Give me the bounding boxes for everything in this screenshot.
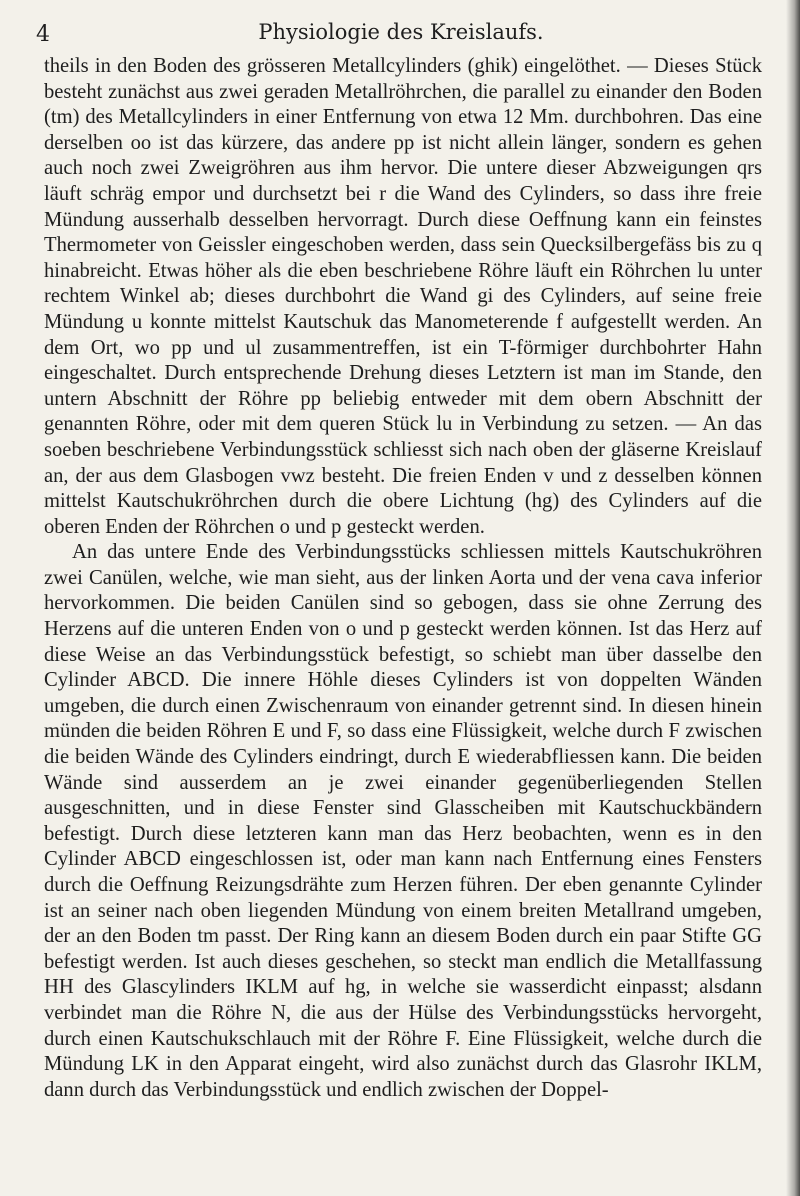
- page-header: [36, 10, 766, 50]
- paragraph-2: An das untere Ende des Verbindungsstücks schliessen mittels Kautschukröhren zwei Canülen, welche, wie man sieht, aus der linken Aorta und der vena cava inferior hervorkommen. Die beiden Canülen sind so gebogen, dass sie ohne Zerrung des Herzens auf die unteren Enden von o und p gesteckt werden können. Ist das Herz auf diese Weise an das Verbindungsstück befestigt, so schiebt man über dasselbe den Cylinder ABCD. Die innere Höhle dieses Cylinders ist von doppelten Wänden umgeben, die durch einen Zwischenraum von einander getrennt sind. In diesen hinein münden die beiden Röhren E und F, so dass eine Flüssigkeit, welche durch F zwischen die beiden Wände des Cylinders eindringt, durch E wiederabfliessen kann. Die beiden Wände sind ausserdem an je zwei einander gegenüberliegenden Stellen ausgeschnitten, und in diese Fenster sind Glasscheiben mit Kautschuckbändern befestigt. Durch diese letzteren kann man das Herz beobachten, wenn es in den Cylinder ABCD eingeschlossen ist, oder man kann nach Entfernung eines Fensters durch die Oeffnung Reizungsdrähte zum Herzen führen. Der eben genannte Cylinder ist an seiner nach oben liegenden Mündung von einem breiten Metallrand umgeben, der an den Boden tm passt. Der Ring kann an diesem Boden durch ein paar Stifte GG befestigt werden. Ist auch dieses geschehen, so steckt man endlich die Metallfassung HH des Glascylinders IKLM auf hg, in welche sie wasserdicht einpasst; alsdann verbindet man die Röhre N, die aus der Hülse des Verbindungsstücks hervorgeht, durch einen Kautschukschlauch mit der Röhre F. Eine Flüssigkeit, welche durch die Mündung LK in den Apparat eingeht, wird also zunächst durch das Glasrohr IKLM, dann durch das Verbindungsstück und endlich zwischen der Doppel-: [44, 541, 762, 1101]
- body-text: [44, 54, 762, 1103]
- page-edge-shadow: [786, 0, 800, 1196]
- page-number: 4: [36, 22, 50, 47]
- running-head: Physiologie des Kreislaufs.: [258, 20, 544, 44]
- paragraph-1: theils in den Boden des grösseren Metallcylinders (ghik) eingelöthet. — Dieses Stück besteht zunächst aus zwei geraden Metallröhrchen, die parallel zu einander den Boden (tm) des Metallcylinders in einer Entfernung von etwa 12 Mm. durchbohren. Das eine derselben oo ist das kürzere, das andere pp ist nicht allein länger, sondern es gehen auch noch zwei Zweigröhren aus ihm hervor. Die untere dieser Abzweigungen qrs läuft schräg empor und durchsetzt bei r die Wand des Cylinders, so dass ihre freie Mündung ausserhalb desselben hervorragt. Durch diese Oeffnung kann ein feinstes Thermometer von Geissler eingeschoben werden, dass sein Quecksilbergefäss bis zu q hinabreicht. Etwas höher als die eben beschriebene Röhre läuft ein Röhrchen lu unter rechtem Winkel ab; dieses durchbohrt die Wand gi des Cylinders, auf seine freie Mündung u konnte mittelst Kautschuk das Manometerende f aufgestellt werden. An dem Ort, wo pp und ul zusammentreffen, ist ein T-förmiger durchbohrter Hahn eingeschaltet. Durch entsprechende Drehung dieses Letztern ist man im Stande, den untern Abschnitt der Röhre pp beliebig entweder mit dem obern Abschnitt der genannten Röhre, oder mit dem queren Stück lu in Verbindung zu setzen. — An das soeben beschriebene Verbindungsstück schliesst sich nach oben der gläserne Kreislauf an, der aus dem Glasbogen vwz besteht. Die freien Enden v und z desselben können mittelst Kautschukröhrchen durch die obere Lichtung (hg) des Cylinders auf die oberen Enden der Röhrchen o und p gesteckt werden.: [44, 55, 762, 538]
